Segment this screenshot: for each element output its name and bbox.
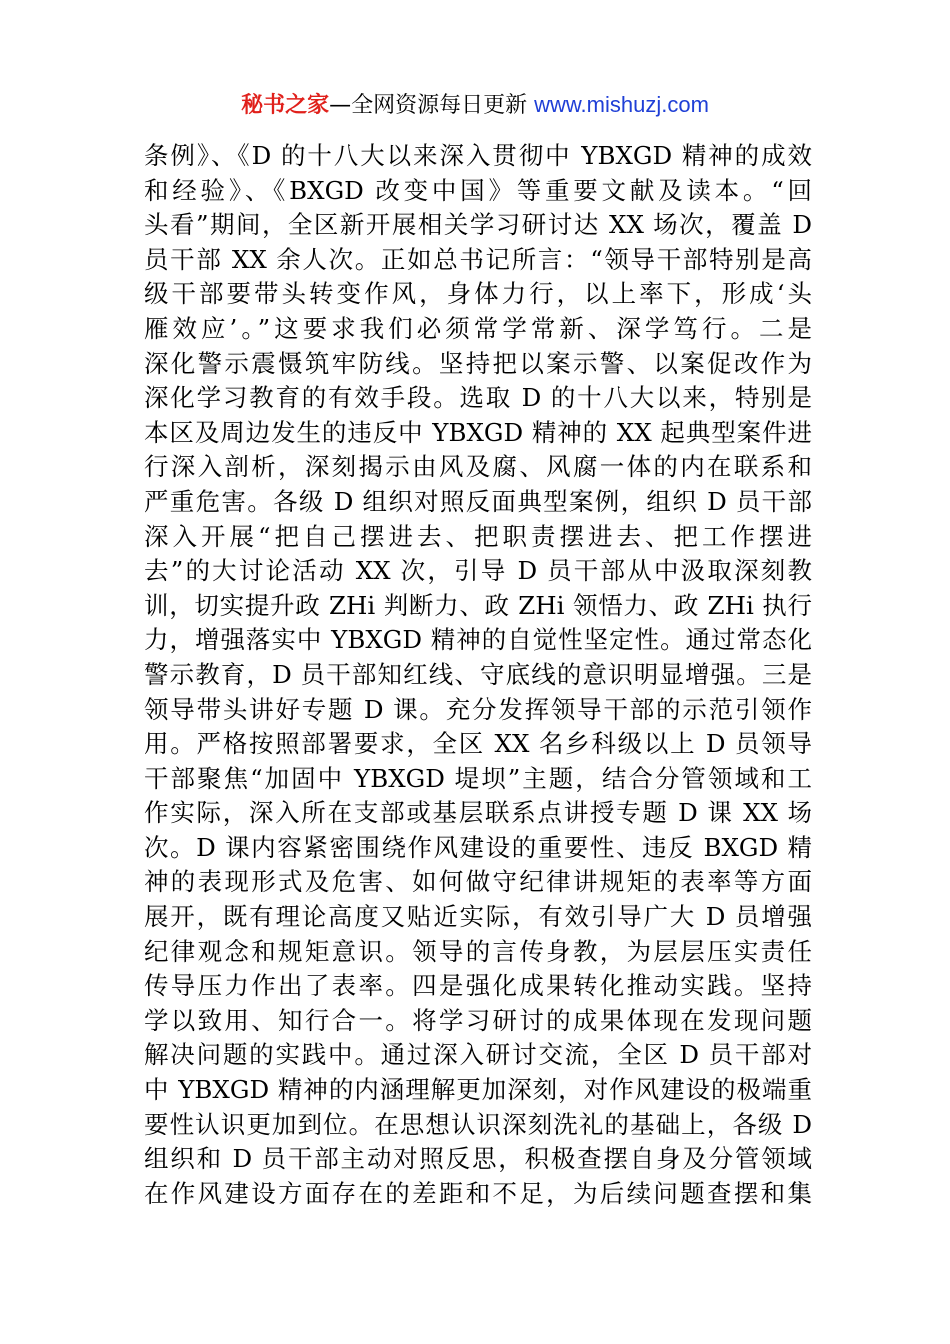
brand-name: 秘书之家 — [241, 93, 330, 118]
text-line: 头看”期间，全区新开展相关学习研讨达 XX 场次，覆盖 D — [144, 210, 812, 240]
text-line: 要性认识更加到位。在思想认识深刻洗礼的基础上，各级 D — [144, 1109, 812, 1139]
text-line: 中 YBXGD 精神的内涵理解更加深刻，对作风建设的极端重 — [144, 1075, 812, 1105]
site-url-link[interactable]: www.mishuzj.com — [534, 92, 709, 117]
text-line: 在作风建设方面存在的差距和不足，为后续问题查摆和集 — [144, 1178, 812, 1208]
text-line: 作实际，深入所在支部或基层联系点讲授专题 D 课 XX 场 — [144, 798, 812, 828]
text-line: 深化学习教育的有效手段。选取 D 的十八大以来，特别是 — [144, 383, 812, 413]
text-line: 力，增强落实中 YBXGD 精神的自觉性坚定性。通过常态化 — [144, 625, 812, 655]
text-line: 组织和 D 员干部主动对照反思，积极查摆自身及分管领域 — [144, 1144, 812, 1174]
text-line: 次。D 课内容紧密围绕作风建设的重要性、违反 BXGD 精 — [144, 832, 812, 862]
text-line: 训，切实提升政 ZHi 判断力、政 ZHi 领悟力、政 ZHi 执行 — [144, 590, 812, 620]
text-line: 神的表现形式及危害、如何做守纪律讲规矩的表率等方面 — [144, 867, 812, 897]
header-tagline: —全网资源每日更新 — [329, 93, 535, 118]
text-line: 行深入剖析，深刻揭示由风及腐、风腐一体的内在联系和 — [144, 452, 812, 482]
text-line: 深化警示震慑筑牢防线。坚持把以案示警、以案促改作为 — [144, 348, 812, 378]
text-line: 用。严格按照部署要求，全区 XX 名乡科级以上 D 员领导 — [144, 729, 812, 759]
text-line: 传导压力作出了表率。四是强化成果转化推动实践。坚持 — [144, 971, 812, 1001]
text-line: 级干部要带头转变作风，身体力行，以上率下，形成‘头 — [144, 279, 812, 309]
text-line: 条例》、《D 的十八大以来深入贯彻中 YBXGD 精神的成效 — [144, 141, 812, 170]
text-line: 本区及周边发生的违反中 YBXGD 精神的 XX 起典型案件进 — [144, 417, 812, 447]
text-line: 解决问题的实践中。通过深入研讨交流，全区 D 员干部对 — [144, 1040, 812, 1070]
text-line: 学以致用、知行合一。将学习研讨的成果体现在发现问题 — [144, 1005, 812, 1035]
document-body — [144, 139, 812, 1211]
text-line: 领导带头讲好专题 D 课。充分发挥领导干部的示范引领作 — [144, 694, 812, 724]
text-line: 和经验》、《BXGD 改变中国》等重要文献及读本。“回 — [144, 175, 812, 205]
text-line: 去”的大讨论活动 XX 次，引导 D 员干部从中汲取深刻教 — [144, 556, 812, 586]
text-line: 干部聚焦“加固中 YBXGD 堤坝”主题，结合分管领域和工 — [144, 763, 812, 793]
text-line: 纪律观念和规矩意识。领导的言传身教，为层层压实责任 — [144, 936, 812, 966]
text-line: 雁效应’。”这要求我们必须常学常新、深学笃行。二是 — [144, 313, 812, 343]
text-line: 严重危害。各级 D 组织对照反面典型案例，组织 D 员干部 — [144, 486, 812, 516]
text-line: 警示教育，D 员干部知红线、守底线的意识明显增强。三是 — [144, 659, 812, 689]
text-line: 深入开展“把自己摆进去、把职责摆进去、把工作摆进 — [144, 521, 812, 551]
text-line: 员干部 XX 余人次。正如总书记所言：“领导干部特别是高 — [144, 244, 812, 274]
text-line: 展开，既有理论高度又贴近实际，有效引导广大 D 员增强 — [144, 902, 812, 932]
page-header — [0, 88, 950, 123]
